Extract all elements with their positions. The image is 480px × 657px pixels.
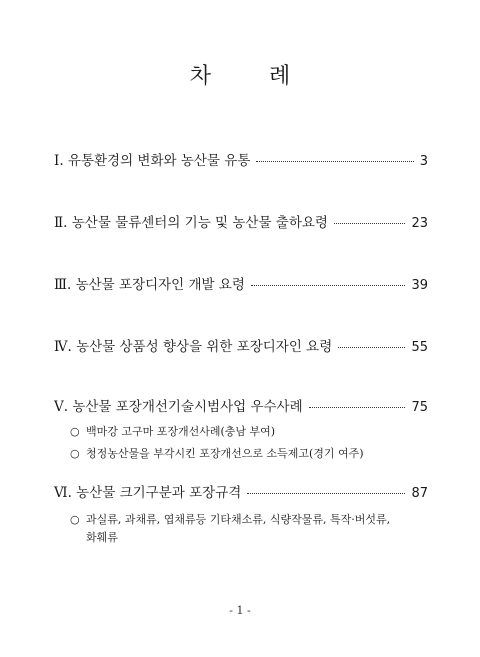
toc-subitem-text: 과실류, 과채류, 엽채류등 기타채소류, 식량작물류, 특작·버섯류, [86,513,391,526]
toc-subitem [70,446,430,462]
toc-entry-page: 23 [411,216,428,231]
toc-entry-page: 87 [411,486,428,501]
toc-subitem-continuation: 화훼류 [86,531,118,544]
toc-entry-1[interactable] [54,152,428,171]
toc-leader-dots [338,347,405,348]
toc-entry-2[interactable] [54,214,428,233]
toc-leader-dots [251,285,405,286]
toc-entry-label: Ⅵ. 농산물 크기구분과 포장규격 [54,485,242,501]
toc-subitem [70,424,430,440]
page-title: 차례 [189,64,349,89]
toc-entry-label: Ⅰ. 유통환경의 변화와 농산물 유통 [54,153,251,169]
toc-entry-label: Ⅳ. 농산물 상품성 향상을 위한 포장디자인 요령 [54,339,333,355]
toc-leader-dots [256,161,413,162]
toc-subitem [70,512,430,528]
toc-entry-label: Ⅱ. 농산물 물류센터의 기능 및 농산물 출하요령 [54,215,328,231]
toc-entry-page: 39 [411,278,428,293]
toc-entry-page: 55 [411,340,428,355]
toc-entry-label: Ⅲ. 농산물 포장디자인 개발 요령 [54,277,245,293]
toc-subitem-text: 청정농산물을 부각시킨 포장개선으로 소득제고(경기 여주) [86,447,364,460]
toc-leader-dots [334,223,406,224]
page-number: - 1 - [229,604,251,617]
toc-entry-6[interactable] [54,484,428,503]
toc-entry-page: 3 [419,154,428,169]
toc-leader-dots [309,407,406,408]
circle-bullet-icon: ○ [70,447,80,460]
toc-entry-label: Ⅴ. 농산물 포장개선기술시범사업 우수사례 [54,399,303,415]
toc-subitem-text: 백마강 고구마 포장개선사례(충남 부여) [86,425,276,438]
toc-entry-3[interactable] [54,276,428,295]
toc-entry-4[interactable] [54,338,428,357]
toc-entry-5[interactable] [54,398,428,417]
toc-leader-dots [247,493,405,494]
toc-entry-page: 75 [411,400,428,415]
circle-bullet-icon: ○ [70,425,80,438]
circle-bullet-icon: ○ [70,513,80,526]
